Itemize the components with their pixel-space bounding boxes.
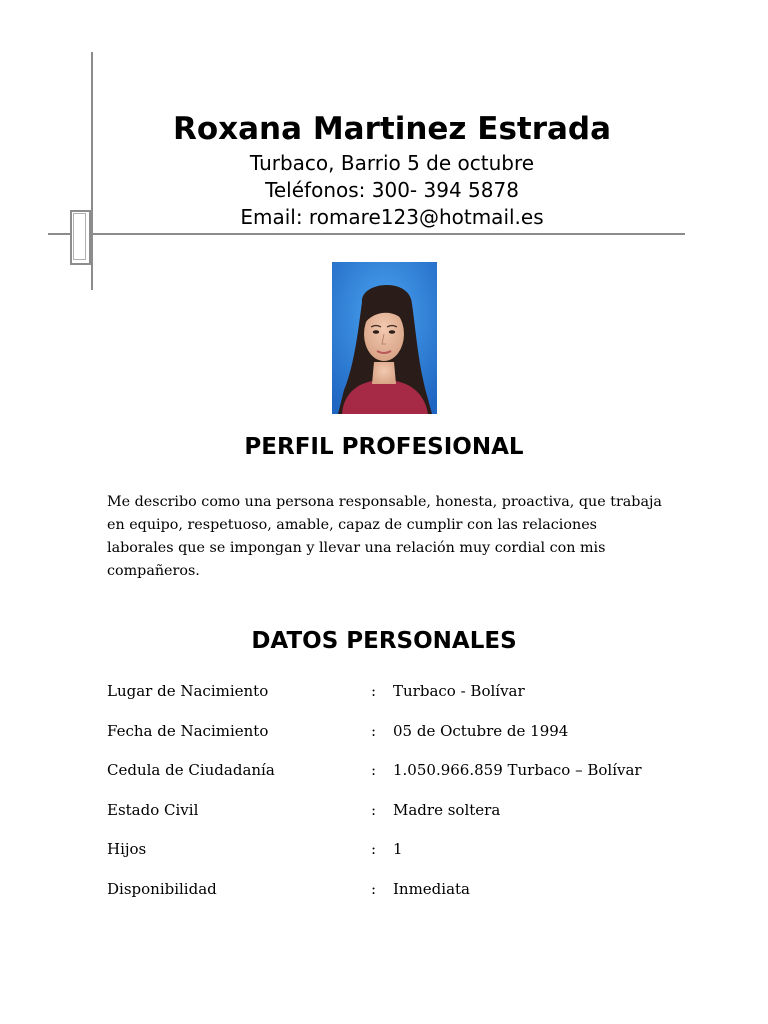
row-separator: :: [371, 800, 377, 819]
address-line: Turbaco, Barrio 5 de octubre: [249, 151, 535, 175]
personal-data-table: [107, 679, 707, 916]
profile-photo: [332, 262, 437, 414]
row-separator: :: [371, 682, 377, 700]
decorative-vertical-line: [91, 52, 93, 290]
row-label: Cedula de Ciudadanía: [107, 761, 275, 779]
row-value: 05 de Octubre de 1994: [393, 721, 569, 740]
row-label: Disponibilidad: [107, 879, 217, 898]
table-row: [107, 837, 707, 877]
candidate-name: Roxana Martinez Estrada: [172, 111, 612, 147]
email-line: Email: romare123@hotmail.es: [240, 205, 544, 229]
row-separator: :: [371, 879, 377, 898]
row-label: Estado Civil: [107, 800, 199, 819]
table-row: [107, 877, 707, 917]
row-value: 1: [393, 840, 403, 858]
row-value: Madre soltera: [393, 800, 501, 819]
row-separator: :: [371, 840, 377, 858]
row-separator: :: [371, 721, 377, 740]
row-value: 1.050.966.859 Turbaco – Bolívar: [393, 761, 642, 779]
personal-data-section-title: DATOS PERSONALES: [251, 628, 517, 654]
row-label: Hijos: [107, 840, 147, 858]
table-row: [107, 679, 707, 719]
decorative-corner-box-inner: [73, 213, 86, 260]
decorative-horizontal-line: [48, 233, 685, 235]
row-separator: :: [371, 761, 377, 779]
cv-header: [100, 108, 684, 231]
table-row: [107, 798, 707, 838]
row-label: Fecha de Nacimiento: [107, 721, 269, 740]
phone-line: Teléfonos: 300- 394 5878: [265, 178, 519, 202]
table-row: [107, 719, 707, 759]
row-value: Inmediata: [393, 879, 470, 898]
row-label: Lugar de Nacimiento: [107, 682, 269, 700]
row-value: Turbaco - Bolívar: [393, 682, 525, 700]
profile-description: Me describo como una persona responsable, honesta, proactiva, que trabaja en equipo, respetuoso, amable, capaz de cumplir con las relaciones laborales que se impongan y llevar una relación muy cordial con mis compañeros.: [107, 494, 662, 579]
table-row: [107, 758, 707, 798]
profile-section-title: PERFIL PROFESIONAL: [244, 434, 524, 460]
